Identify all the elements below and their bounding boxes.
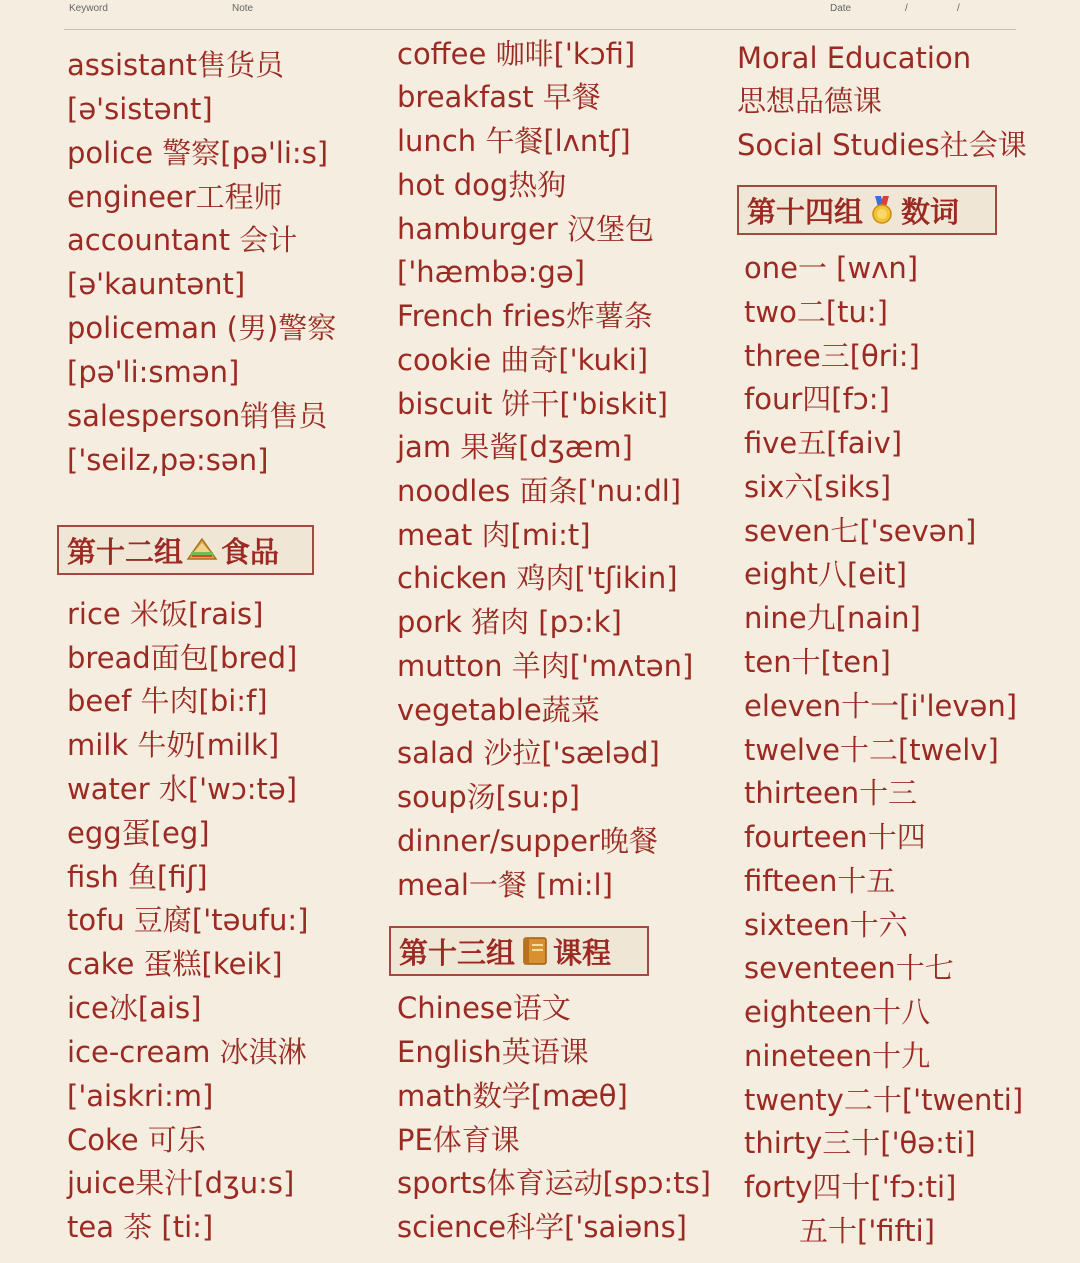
vocab-line: eleven十一[i'levən]: [744, 689, 1018, 723]
date-separator: /: [905, 3, 908, 14]
vocab-line: beef 牛肉[bi:f]: [67, 684, 268, 718]
vocab-line: hot dog热狗: [397, 168, 567, 202]
vocab-line: salad 沙拉['sæləd]: [397, 736, 660, 770]
vocab-line: coffee 咖啡['kɔfi]: [397, 37, 636, 71]
vocab-line: ice-cream 冰淇淋: [67, 1035, 307, 1069]
vocab-line: one一 [wʌn]: [744, 251, 919, 285]
vocab-line: salesperson销售员: [67, 399, 328, 433]
vocab-line: [ə'sistənt]: [67, 92, 213, 126]
vocab-line: nineteen十九: [744, 1039, 931, 1073]
vocab-line: juice果汁[dʒu:s]: [67, 1166, 295, 1200]
vocab-line: English英语课: [397, 1035, 589, 1069]
vocab-line: meat 肉[mi:t]: [397, 518, 591, 552]
vocab-line: mutton 羊肉['mʌtən]: [397, 649, 694, 683]
vocab-line: sports体育运动[spɔ:ts]: [397, 1166, 711, 1200]
notebook-icon: [517, 936, 551, 966]
group-12-heading: [57, 525, 314, 575]
vocab-line: three三[θri:]: [744, 339, 920, 373]
vocab-line: dinner/supper晚餐: [397, 824, 658, 858]
vocab-line: biscuit 饼干['biskit]: [397, 387, 668, 421]
vocab-line: ['seilz,pə:sən]: [67, 443, 269, 477]
vocab-line: science科学['saiəns]: [397, 1210, 687, 1244]
vocab-line: Coke 可乐: [67, 1123, 206, 1157]
vocab-line: rice 米饭[rais]: [67, 597, 264, 631]
vocab-line: eighteen十八: [744, 995, 931, 1029]
vocab-line: tea 茶 [ti:]: [67, 1210, 214, 1244]
vocab-line: seven七['sevən]: [744, 514, 977, 548]
vocab-line: nine九[nain]: [744, 601, 921, 635]
vocab-line: pork 猪肉 [pɔ:k]: [397, 605, 622, 639]
vocab-line: 五十['fifti]: [799, 1214, 935, 1248]
group-14-title: 第十四组: [747, 194, 864, 229]
vocab-line: two二[tu:]: [744, 295, 888, 329]
date-label: Date: [830, 3, 852, 14]
vocab-line: Social Studies社会课: [737, 128, 1027, 162]
vocab-line: six六[siks]: [744, 470, 892, 504]
vocab-line: twelve十二[twelv]: [744, 733, 999, 767]
group-13-title: 第十三组: [399, 935, 516, 970]
vocab-line: tofu 豆腐['təufu:]: [67, 903, 309, 937]
vocab-line: ice冰[ais]: [67, 991, 202, 1025]
keyword-label: Keyword: [69, 3, 108, 14]
vocab-line: forty四十['fɔ:ti]: [744, 1170, 957, 1204]
vocab-line: soup汤[su:p]: [397, 780, 580, 814]
vocab-line: engineer工程师: [67, 180, 283, 214]
vocab-line: thirty三十['θə:ti]: [744, 1126, 976, 1160]
vocab-line: cookie 曲奇['kuki]: [397, 343, 649, 377]
vocab-line: breakfast 早餐: [397, 80, 601, 114]
group-13-heading: [389, 926, 649, 976]
vocab-line: cake 蛋糕[keik]: [67, 947, 283, 981]
vocab-line: bread面包[bred]: [67, 641, 298, 675]
vocab-line: police 警察[pə'li:s]: [67, 136, 329, 170]
group-14-subtitle: 数词: [901, 194, 960, 229]
vocab-line: milk 牛奶[milk]: [67, 728, 280, 762]
vocab-line: accountant 会计: [67, 223, 298, 257]
note-label: Note: [232, 3, 254, 14]
vocab-line: five五[faiv]: [744, 426, 903, 460]
header-divider: [64, 29, 1016, 30]
vocab-line: seventeen十七: [744, 951, 954, 985]
vocab-line: ['aiskri:m]: [67, 1079, 214, 1113]
note-header: [0, 0, 1080, 30]
vocab-line: jam 果酱[dʒæm]: [397, 430, 633, 464]
vocab-line: assistant售货员: [67, 48, 285, 82]
vocab-line: [pə'li:smən]: [67, 355, 240, 389]
sandwich-icon: [185, 535, 219, 565]
vocab-line: thirteen十三: [744, 776, 918, 810]
group-12-subtitle: 食品: [221, 534, 280, 569]
vocab-line: noodles 面条['nu:dl]: [397, 474, 682, 508]
vocab-line: water 水['wɔ:tə]: [67, 772, 298, 806]
vocab-line: Chinese语文: [397, 991, 571, 1025]
medal-icon: [865, 195, 899, 225]
vocab-line: four四[fɔ:]: [744, 382, 890, 416]
vocab-line: vegetable蔬菜: [397, 693, 600, 727]
vocab-line: sixteen十六: [744, 908, 908, 942]
vocab-line: Moral Education: [737, 41, 972, 75]
vocab-line: ['hæmbə:gə]: [397, 255, 585, 289]
group-13-subtitle: 课程: [553, 935, 612, 970]
vocab-line: [ə'kauntənt]: [67, 267, 246, 301]
vocab-line: twenty二十['twenti]: [744, 1083, 1024, 1117]
vocab-line: fourteen十四: [744, 820, 926, 854]
group-14-heading: [737, 185, 997, 235]
vocab-line: lunch 午餐[lʌntʃ]: [397, 124, 631, 158]
vocab-line: hamburger 汉堡包: [397, 212, 654, 246]
group-12-title: 第十二组: [67, 534, 184, 569]
vocab-line: egg蛋[eg]: [67, 816, 210, 850]
vocab-line: chicken 鸡肉['tʃikin]: [397, 561, 678, 595]
vocab-line: French fries炸薯条: [397, 299, 653, 333]
vocab-line: fifteen十五: [744, 864, 896, 898]
vocab-line: fish 鱼[fiʃ]: [67, 860, 208, 894]
date-separator: /: [957, 3, 960, 14]
vocab-line: math数学[mæθ]: [397, 1079, 628, 1113]
vocab-line: meal一餐 [mi:l]: [397, 868, 613, 902]
vocab-line: policeman (男)警察: [67, 311, 337, 345]
vocab-line: PE体育课: [397, 1123, 520, 1157]
vocab-line: ten十[ten]: [744, 645, 891, 679]
vocab-line: eight八[eit]: [744, 557, 907, 591]
vocab-line: 思想品德课: [737, 84, 883, 118]
